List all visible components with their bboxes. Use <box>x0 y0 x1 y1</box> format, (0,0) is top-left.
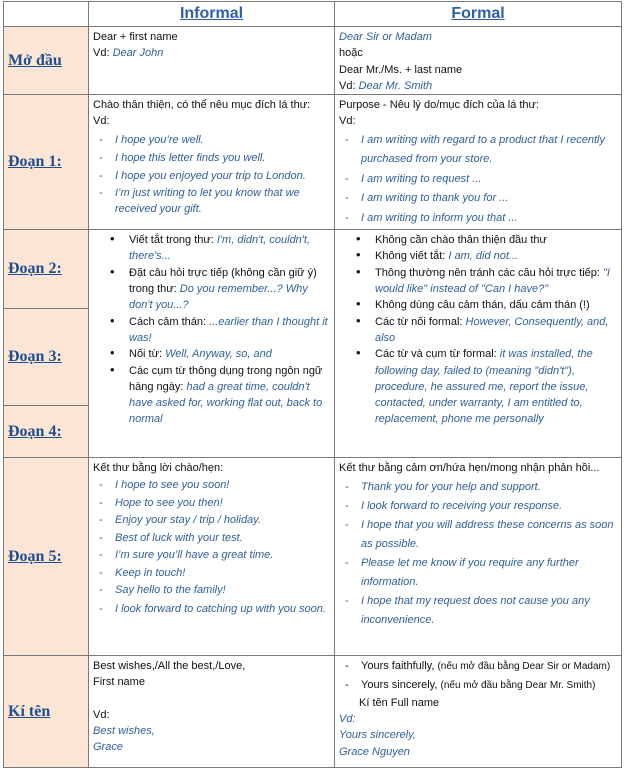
item-text: Không dùng câu cảm thán, dấu cảm thán (!) <box>375 299 590 312</box>
item-text: Yours sincerely, <box>361 679 441 692</box>
doan-5-informal <box>89 458 335 656</box>
doan-1-informal-intro: Chào thân thiện, có thể nêu mục đích lá thư: <box>93 99 311 112</box>
list-item: - I look forward to catching up with you soon. <box>93 600 330 619</box>
list-item: - I hope you’re well. <box>93 131 330 149</box>
item-text: Yours faithfully, <box>361 660 438 673</box>
list-item: - Thank you for your help and support. <box>339 478 617 497</box>
vd-label: Vd: <box>339 79 359 92</box>
list-item <box>93 232 330 265</box>
item-note: (nếu mở đầu bằng Dear Sir or Madam) <box>437 661 611 673</box>
formal-greeting-example <box>339 78 617 94</box>
list-item: - I hope this letter finds you well. <box>93 149 330 167</box>
label-doan-2: Đoạn 2: <box>4 230 88 309</box>
item-note: (nếu mở đầu bằng Dear Mr. Smith) <box>440 680 596 692</box>
doan-2-4-informal-list <box>93 232 330 428</box>
header-informal: Informal <box>89 2 335 27</box>
row-doan-5 <box>4 458 622 656</box>
item-text: Đặt câu hỏi trực tiếp (không cần giữ ý) trong thư: <box>129 266 317 296</box>
label-mo-dau: Mở đầu <box>4 27 89 95</box>
item-text: Không viết tắt: <box>375 250 449 263</box>
formal-greeting-or: hoặc <box>339 47 363 60</box>
list-item <box>93 265 330 314</box>
vd-label: Vd: <box>93 708 110 721</box>
list-item: - Say hello to the family! <box>93 582 330 600</box>
list-item <box>339 677 617 694</box>
labels-doan-2-4 <box>4 230 89 458</box>
ki-ten-formal <box>335 656 622 768</box>
item-example: "I would like" instead of "Can I have?" <box>375 266 610 296</box>
list-item: - I am writing to thank you for ... <box>339 189 617 209</box>
list-item: - Please let me know if you require any further information. <box>339 554 617 592</box>
list-item: - I’m sure you’ll have a great time. <box>93 547 330 565</box>
item-example: I am, did not... <box>448 250 519 263</box>
doan-1-formal <box>335 95 622 230</box>
list-item: - I hope that my request does not cause you any inconvenience. <box>339 592 617 630</box>
list-item: - I am writing to inform you that ... <box>339 209 617 229</box>
row-ki-ten <box>4 656 622 768</box>
item-text: Các từ và cụm từ formal: <box>375 348 500 361</box>
list-item <box>339 297 617 313</box>
vd-label: Vd: <box>93 115 110 128</box>
list-item <box>93 346 330 362</box>
vd-label: Vd: <box>339 713 356 726</box>
list-item: - I’m just writing to let you know that we received your gift. <box>93 185 330 217</box>
doan-1-formal-intro: Purpose - Nêu lý do/mục đích của lá thư: <box>339 99 539 112</box>
sign-off-name: First name <box>93 676 145 689</box>
list-item: - Keep in touch! <box>93 565 330 583</box>
mo-dau-informal <box>89 27 335 95</box>
item-text: Không cần chào thân thiện đầu thư <box>375 234 547 247</box>
doan-1-formal-list <box>339 131 617 229</box>
header-empty-cell <box>4 2 89 27</box>
list-item <box>339 346 617 427</box>
mo-dau-formal <box>335 27 622 95</box>
item-example: ...earlier than I thought it was! <box>129 315 328 344</box>
ki-ten-formal-list <box>339 658 617 695</box>
sign-off-example-2: Grace Nguyen <box>339 745 410 758</box>
header-row <box>4 2 622 27</box>
label-doan-3: Đoạn 3: <box>4 309 88 406</box>
example-text: Dear Mr. Smith <box>358 79 433 92</box>
formal-greeting-rule-1: Dear Sir or Madam <box>339 31 432 43</box>
row-doan-1 <box>4 95 622 230</box>
informal-greeting-example <box>93 45 330 61</box>
list-item: - I hope you enjoyed your trip to London. <box>93 167 330 185</box>
item-text: Các từ nối formal: <box>375 315 466 328</box>
doan-2-4-formal-list <box>339 232 617 428</box>
item-example: Well, Anyway, so, and <box>165 348 272 361</box>
informal-greeting-rule: Dear + first name <box>93 31 178 43</box>
doan-5-informal-list <box>93 477 330 619</box>
item-text: Viết tắt trong thư: <box>129 234 217 247</box>
label-ki-ten: Kí tên <box>4 656 89 768</box>
label-doan-1: Đoạn 1: <box>4 95 89 230</box>
list-item <box>93 314 330 347</box>
doan-5-formal <box>335 458 622 656</box>
item-example: I'm, didn't, couldn't, there's... <box>129 234 311 263</box>
list-item <box>339 314 617 347</box>
list-item: - I look forward to receiving your response. <box>339 497 617 516</box>
list-item <box>339 658 617 675</box>
ki-ten-informal <box>89 656 335 768</box>
item-text: Thông thường nên tránh các câu hỏi trực tiếp: <box>375 266 604 279</box>
header-formal: Formal <box>335 2 622 27</box>
label-doan-5: Đoạn 5: <box>4 458 89 656</box>
formal-greeting-rule-2: Dear Mr./Ms. + last name <box>339 63 463 76</box>
item-text: Cách cảm thán: <box>129 315 210 328</box>
list-item: - Hope to see you then! <box>93 495 330 513</box>
item-example: it was installed, the following day, failed to (meaning "didn't"), procedure, he assured me, report the issue, contacted, under warranty, I am entitled to, replacement, phone me personally <box>375 348 593 426</box>
doan-1-informal <box>89 95 335 230</box>
list-item: - I am writing with regard to a product that I recently purchased from your store. <box>339 131 617 170</box>
label-doan-4: Đoạn 4: <box>4 406 88 457</box>
vd-label: Vd: <box>339 115 356 128</box>
list-item <box>339 265 617 298</box>
full-name-line: Kí tên Full name <box>359 696 440 709</box>
vd-label: Vd: <box>93 47 113 60</box>
list-item: - I hope to see you soon! <box>93 477 330 495</box>
list-item: - Best of luck with your test. <box>93 530 330 548</box>
item-example: Do you remember...? Why don't you...? <box>129 283 308 312</box>
item-example: had a great time, couldn't have asked for, working flat out, back to normal <box>129 380 323 426</box>
doan-5-informal-intro: Kết thư bằng lời chào/hẹn: <box>93 462 224 475</box>
sign-off-example-2: Grace <box>93 741 123 754</box>
list-item <box>339 232 617 248</box>
row-doan-2-4 <box>4 230 622 458</box>
doan-2-4-formal <box>335 230 622 458</box>
list-item: - I hope that you will address these concerns as soon as possible. <box>339 516 617 554</box>
doan-2-4-informal <box>89 230 335 458</box>
letter-comparison-table <box>3 1 622 768</box>
doan-5-formal-intro: Kết thư bằng cảm ơn/hứa hẹn/mong nhận phản hồi... <box>339 462 600 475</box>
list-item <box>339 248 617 264</box>
sign-off-options: Best wishes,/All the best,/Love, <box>93 660 246 673</box>
list-item <box>93 363 330 428</box>
doan-1-informal-list <box>93 131 330 217</box>
item-text: Nối từ: <box>129 348 166 361</box>
row-mo-dau <box>4 27 622 95</box>
example-text: Dear John <box>112 47 164 60</box>
sign-off-example-1: Best wishes, <box>93 725 155 738</box>
item-example: However, Consequently, and, also <box>375 315 609 344</box>
list-item: - Enjoy your stay / trip / holiday. <box>93 512 330 530</box>
list-item: - I am writing to request ... <box>339 170 617 190</box>
item-text: Các cụm từ thông dụng trong ngôn ngữ hàng ngày: <box>129 364 323 393</box>
doan-5-formal-list <box>339 478 617 630</box>
sign-off-example-1: Yours sincerely, <box>339 729 416 742</box>
